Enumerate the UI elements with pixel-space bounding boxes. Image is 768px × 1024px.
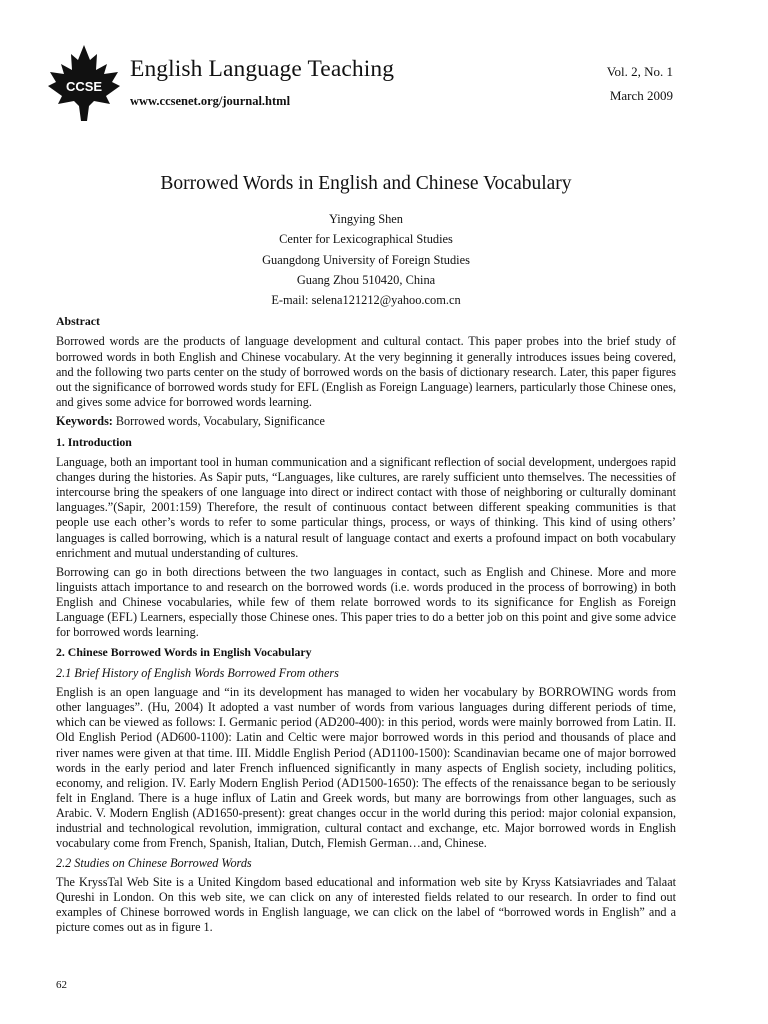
page-number: 62 (56, 979, 67, 991)
article-body (56, 171, 676, 940)
paragraph: Borrowing can go in both directions between the two languages in contact, such as English and Chinese. More and more linguists attach importance to and research on the borrowed words (i.e. words produced in the process of borrowing) in both English and Chinese vocabularies, while few of them relate borrowed words to its significance for English as Foreign Language (EFL) Learners, especially those Chinese ones. This paper tries to do a better job on this point and give some advice for borrowed words learning. (56, 564, 676, 640)
logo-text: CCSE (65, 79, 103, 94)
author-affiliation: Center for Lexicographical Studies (279, 232, 453, 247)
keywords-value: Borrowed words, Vocabulary, Significance (112, 413, 325, 428)
paragraph: The KryssTal Web Site is a United Kingdom based educational and information web site by Kryss Katsiavriades and Talaat Qureshi in London. On this web site, we can click on any of interested fields related to our research. In order to find out examples of Chinese borrowed words in English language, we can click on the label of “borrowed words in English” and a picture comes out as in figure 1. (56, 875, 676, 935)
issue-date: March 2009 (609, 88, 673, 103)
paragraph: Language, both an important tool in human communication and a significant reflection of social development, undergoes rapid changes during the histories. As Sapir puts, “Languages, like cultures, are rarely sufficient unto themselves. The necessities of intercourse bring the speakers of one language into direct or indirect contact with those of neighboring or culturally dominant languages.”(Sapir, 2001:159) Therefore, the result of continuous contact between different speaking communities is that people use each other’s words to refer to some particular things, process, or ways of thinking. This kind of using others’ languages is called borrowing, which is a natural result of language contact and exerts a profound impact on both vocabulary enrichment and mutual understanding of cultures. (56, 455, 676, 560)
author-email[interactable]: E-mail: selena121212@yahoo.com.cn (271, 293, 461, 308)
journal-title: English Language Teaching (130, 56, 395, 82)
section-heading-chinese-borrowed-words: 2. Chinese Borrowed Words in English Vocabulary (56, 645, 312, 660)
subsection-heading-studies: 2.2 Studies on Chinese Borrowed Words (56, 856, 252, 871)
abstract-text: Borrowed words are the products of language development and cultural contact. This paper probes into the brief study of borrowed words in both English and Chinese vocabulary. At the very beginning it generally introduces issues being covered, and the following two parts center on the study of borrowed words on the basis of dictionary research. Later, this paper figures out the significance of borrowed words study for EFL (English as Foreign Language) learners, particularly those Chinese ones, and gives some advice for borrowed words learning. (56, 334, 676, 409)
author-block (56, 209, 676, 310)
volume-issue: Vol. 2, No. 1 (606, 64, 673, 79)
journal-header (46, 44, 676, 124)
author-university: Guangdong University of Foreign Studies (262, 252, 470, 267)
journal-url-link[interactable]: www.ccsenet.org/journal.html (130, 94, 291, 108)
author-name: Yingying Shen (328, 212, 403, 226)
section-heading-introduction: 1. Introduction (56, 435, 132, 450)
keywords-label: Keywords: (56, 413, 113, 428)
keywords-line (56, 414, 676, 429)
abstract-heading: Abstract (56, 314, 100, 329)
paragraph: English is an open language and “in its development has managed to widen her vocabulary by BORROWING words from other languages”. (Hu, 2004) It adopted a vast number of words from various languages during different periods of time, which can be viewed as follows: I. Germanic period (AD200-400): in this period, words were mainly borrowed from Latin. II. Old English Period (AD600-1100): Latin and Celtic were major borrowed words in this period and thousands of place and river names were given at that time. III. Middle English Period (AD1100-1500): Scandinavian became one of major borrowed words in the early period and later French influenced significantly in many aspects of English society, including politics, economy, and religion. IV. Early Modern English Period (AD1500-1650): The effects of the renaissance began to be seriously felt in England. There is a huge influx of Latin and Greek words, but many are borrowings from other languages, such as Arabic. V. Modern English (AD1650-present): great changes occur in the world during this period: major colonial expansion, industrial and technological revolution, immigration, cultural contact and exchange, etc. Major borrowed words in English vocabulary come from French, Spanish, Italian, Dutch, Flemish German…and, Chinese. (56, 685, 676, 851)
maple-leaf-logo-icon (46, 44, 122, 122)
paper-title: Borrowed Words in English and Chinese Vocabulary (160, 173, 572, 194)
subsection-heading-brief-history: 2.1 Brief History of English Words Borrowed From others (56, 666, 339, 681)
author-address: Guang Zhou 510420, China (296, 272, 436, 287)
